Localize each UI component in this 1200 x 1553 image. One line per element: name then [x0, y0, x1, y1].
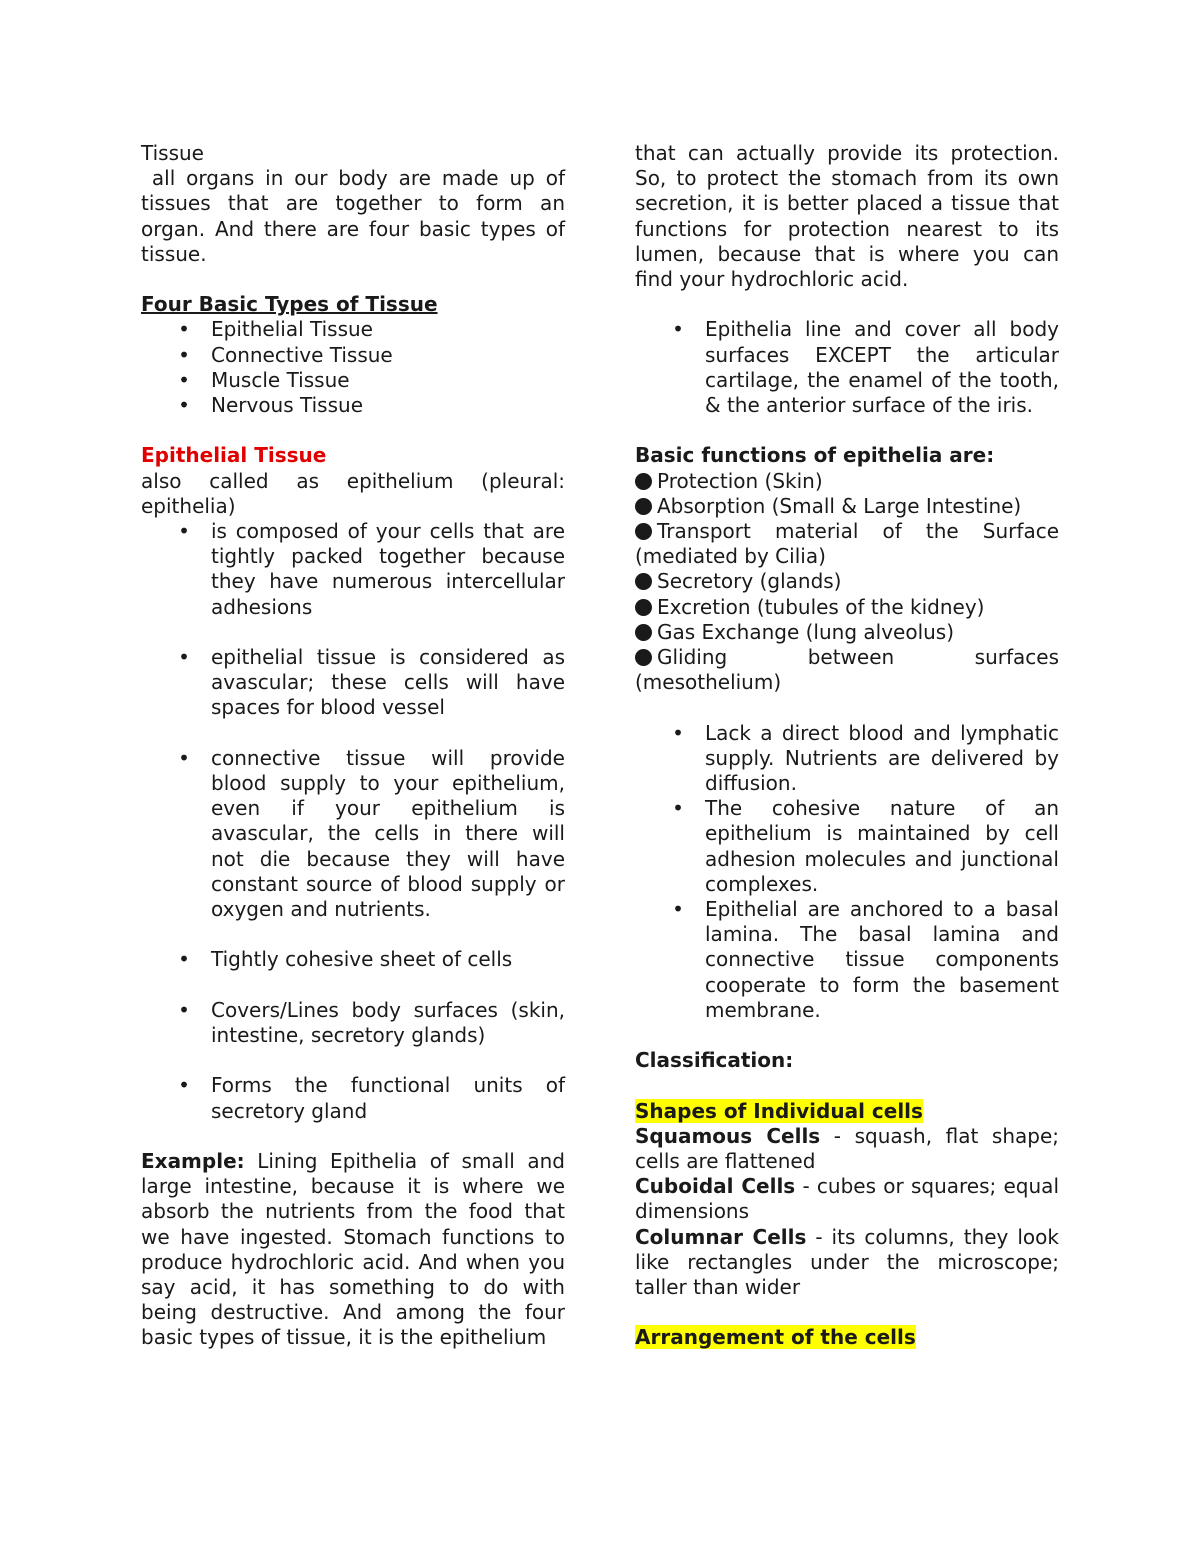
list-item: • Lack a direct blood and lymphatic supply. Nutrients are delivered by diffusion. — [635, 721, 1059, 797]
example-paragraph — [141, 1149, 572, 1351]
filled-circle-icon — [635, 649, 652, 666]
list-item: • Tightly cohesive sheet of cells — [141, 947, 565, 972]
bullet-icon: • — [178, 367, 190, 392]
features-list — [635, 721, 1059, 1023]
functions-list — [635, 469, 1059, 696]
bullet-icon: • — [178, 645, 190, 670]
filled-circle-icon — [635, 624, 652, 641]
filled-circle-icon — [635, 523, 652, 540]
list-item: • is composed of your cells that are tightly packed together because they have numerous intercellular adhesions — [141, 519, 565, 620]
bullet-icon: • — [178, 317, 190, 342]
list-item: Gliding between surfaces (mesothelium) — [635, 645, 1059, 695]
list-item: • epithelial tissue is considered as avascular; these cells will have spaces for blood vessel — [141, 645, 565, 721]
filled-circle-icon — [635, 498, 652, 515]
bullet-icon: • — [178, 342, 190, 367]
arrangement-heading-line — [635, 1325, 1059, 1350]
arrangement-heading: Arrangement of the cells — [635, 1325, 916, 1350]
filled-circle-icon — [635, 573, 652, 590]
list-item: • Covers/Lines body surfaces (skin, intestine, secretory glands) — [141, 998, 565, 1048]
epithelia-cover-list — [635, 317, 1059, 418]
bullet-icon: • — [178, 519, 190, 544]
bullet-icon: • — [672, 796, 684, 821]
list-item: Secretory (glands) — [635, 569, 1059, 594]
shape-entry: Columnar Cells - its columns, they look like rectangles under the microscope; taller than wider — [635, 1224, 1059, 1300]
list-item: • Connective Tissue — [141, 343, 565, 368]
list-item: Protection (Skin) — [635, 469, 1059, 494]
four-types-heading: Four Basic Types of Tissue — [141, 292, 438, 317]
list-item: Gas Exchange (lung alveolus) — [635, 620, 1059, 645]
right-column — [635, 141, 1059, 1351]
list-item: Absorption (Small & Large Intestine) — [635, 494, 1059, 519]
epithelial-heading: Epithelial Tissue — [141, 443, 327, 468]
bullet-icon: • — [672, 317, 684, 342]
bullet-icon: • — [672, 897, 684, 922]
list-item: • Epithelia line and cover all body surfaces EXCEPT the articular cartilage, the enamel of the tooth, & the anterior surface of the iris. — [635, 317, 1059, 418]
list-item: • The cohesive nature of an epithelium is maintained by cell adhesion molecules and junctional complexes. — [635, 796, 1059, 897]
list-item: • Muscle Tissue — [141, 368, 565, 393]
shapes-heading-line — [635, 1099, 1059, 1124]
tissue-title: Tissue — [141, 141, 204, 165]
list-item: • connective tissue will provide blood supply to your epithelium, even if your epithelium is avascular, the cells in there will not die because they will have constant source of blood supply or oxygen and nutrients. — [141, 746, 565, 922]
bullet-icon: • — [178, 393, 190, 418]
bullet-icon: • — [178, 1073, 190, 1098]
continuation-paragraph: that can actually provide its protection. So, to protect the stomach from its own secretion, it is better placed a tissue that functions for protection nearest to its lumen, because that is where you can find your hydrochloric acid. — [635, 141, 1059, 292]
list-item: Transport material of the Surface (mediated by Cilia) — [635, 519, 1059, 569]
bullet-icon: • — [178, 745, 190, 770]
classification-heading: Classification: — [635, 1048, 794, 1073]
four-types-list — [141, 317, 565, 418]
functions-heading: Basic functions of epithelia are: — [635, 443, 995, 468]
list-item: • Epithelial Tissue — [141, 317, 565, 342]
shapes-heading: Shapes of Individual cells — [635, 1098, 923, 1123]
example-text: Lining Epithelia of small and large intestine, because it is where we absorb the nutrients from the food that we have ingested. Stomach functions to produce hydrochloric acid. And when you say acid, it has something to do with being destructive. And among the four basic types of tissue, it is the epithelium — [141, 1149, 572, 1350]
bullet-icon: • — [178, 947, 190, 972]
bullet-icon: • — [672, 720, 684, 745]
epithelial-points-list — [141, 519, 565, 1124]
list-item: • Nervous Tissue — [141, 393, 565, 418]
epithelial-definition: also called as epithelium (pleural: epithelia) — [141, 468, 565, 518]
example-label: Example: — [141, 1149, 245, 1173]
bullet-icon: • — [178, 997, 190, 1022]
tissue-intro: all organs in our body are made up of tissues that are together to form an organ. And there are four basic types of tissue. — [141, 166, 572, 266]
shape-entry: Cuboidal Cells - cubes or squares; equal dimensions — [635, 1174, 1059, 1224]
shape-entry: Squamous Cells - squash, flat shape; cells are flattened — [635, 1123, 1060, 1174]
list-item: • Epithelial are anchored to a basal lamina. The basal lamina and connective tissue components cooperate to form the basement membrane. — [635, 897, 1059, 1023]
filled-circle-icon — [635, 473, 652, 490]
list-item: Excretion (tubules of the kidney) — [635, 595, 1059, 620]
filled-circle-icon — [635, 599, 652, 616]
left-column — [141, 141, 572, 1351]
list-item: • Forms the functional units of secretory gland — [141, 1073, 565, 1123]
